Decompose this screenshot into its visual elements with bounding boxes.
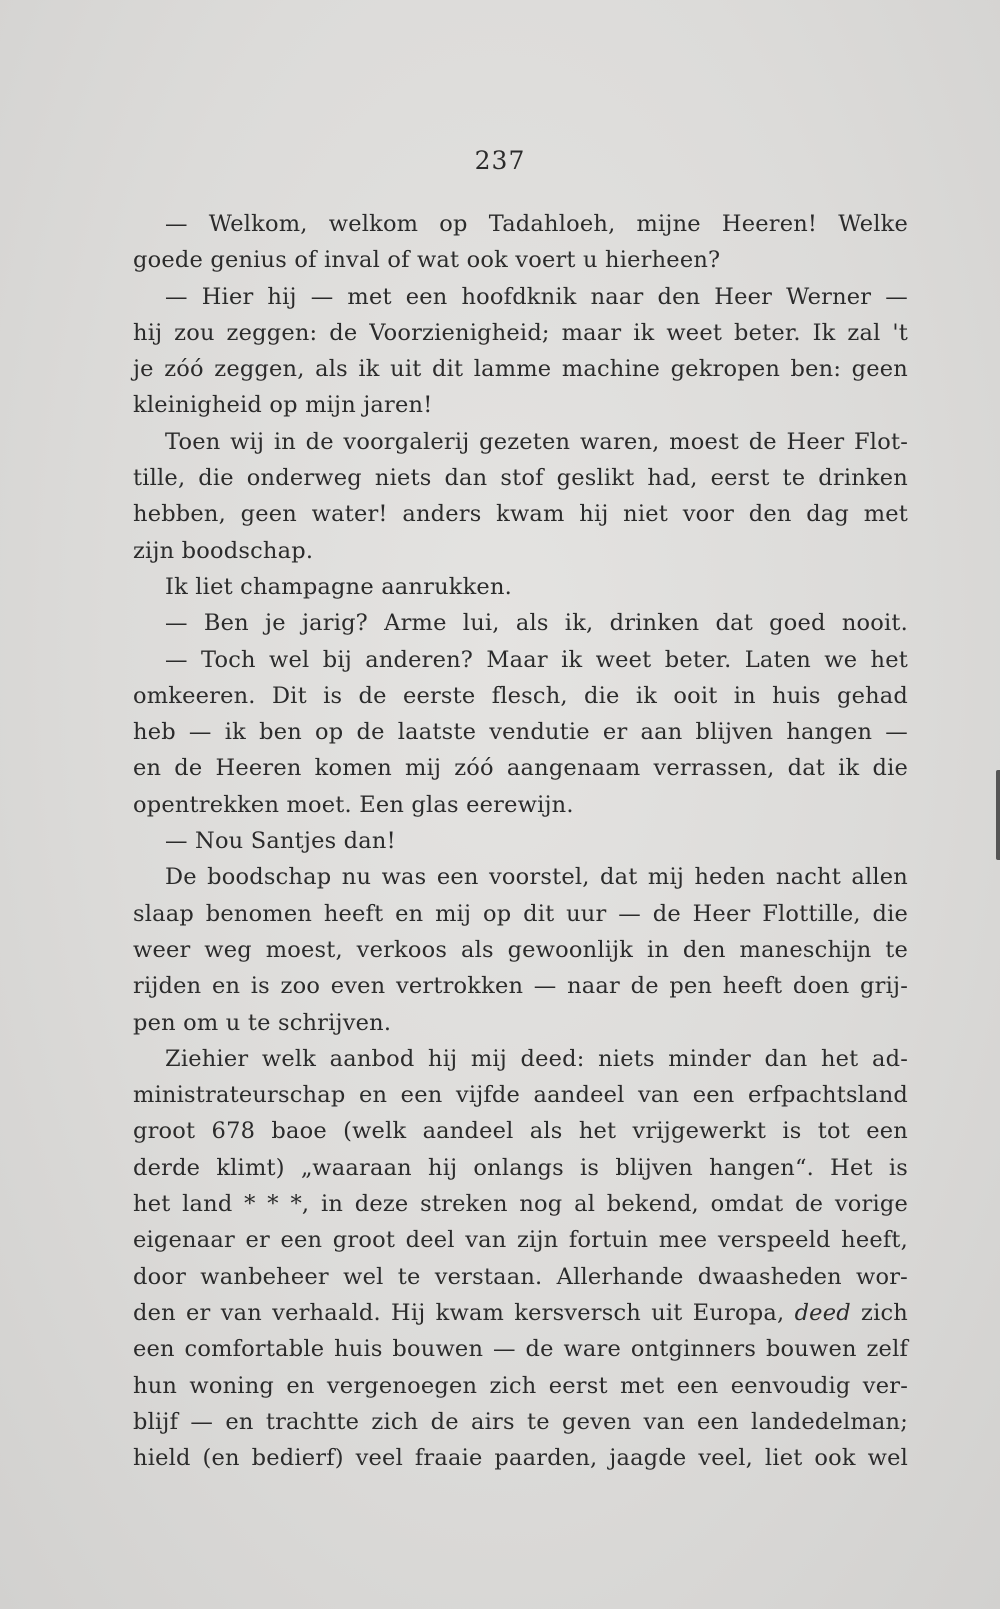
text-line [133, 533, 908, 569]
text-line [133, 315, 908, 351]
text-line [133, 1005, 908, 1041]
text-line-content: — Nou Santjes dan! [165, 828, 396, 855]
text-line-content: kleinigheid op mijn jaren! [133, 392, 433, 419]
body-text [133, 206, 908, 1476]
text-line-content: hij zou zeggen: de Voorzienigheid; maar ik weet beter. Ik zal 't [133, 319, 908, 346]
text-line-content: rijden en is zoo even vertrokken — naar de pen heeft doen grij- [133, 973, 908, 1000]
text-line [133, 569, 908, 605]
text-line [133, 896, 908, 932]
text-line [133, 424, 908, 460]
text-line-content: door wanbeheer wel te verstaan. Allerhande dwaasheden wor- [133, 1263, 908, 1290]
text-line [133, 1186, 908, 1222]
text-line [133, 932, 908, 968]
text-line [133, 1259, 908, 1295]
text-line [133, 496, 908, 532]
text-line-content: opentrekken moet. Een glas eerewijn. [133, 791, 574, 818]
text-line-content: goede genius of inval of wat ook voert u hierheen? [133, 247, 721, 274]
text-line [133, 1404, 908, 1440]
text-line [133, 279, 908, 315]
text-line [133, 387, 908, 423]
text-line [133, 642, 908, 678]
text-line [133, 823, 908, 859]
text-line-content: Toen wij in de voorgalerij gezeten waren, moest de Heer Flot- [165, 428, 908, 455]
text-line [133, 351, 908, 387]
text-line-content: blijf — en trachtte zich de airs te geven van een landedelman; [133, 1408, 908, 1435]
text-line-content: De boodschap nu was een voorstel, dat mij heden nacht allen [165, 864, 908, 891]
text-line [133, 1368, 908, 1404]
text-line-content: den er van verhaald. Hij kwam kersversch uit Europa, [133, 1299, 785, 1326]
text-line-content: eigenaar er een groot deel van zijn fortuin mee verspeeld heeft, [133, 1227, 908, 1254]
text-line [133, 968, 908, 1004]
text-line [133, 460, 908, 496]
text-line [133, 859, 908, 895]
text-line [133, 1113, 908, 1149]
text-line [133, 750, 908, 786]
text-line-content: — Toch wel bij anderen? Maar ik weet beter. Laten we het [165, 646, 908, 673]
text-line [133, 1150, 908, 1186]
text-line [133, 1331, 908, 1367]
text-line-content: — Hier hij — met een hoofdknik naar den Heer Werner — [165, 283, 908, 310]
text-line-tail: zich [850, 1299, 908, 1326]
text-line-content: — Welkom, welkom op Tadahloeh, mijne Heeren! Welke [165, 211, 908, 237]
text-line [133, 787, 908, 823]
text-line [133, 1077, 908, 1113]
text-line [133, 242, 908, 278]
text-line [133, 1041, 908, 1077]
text-line-content: pen om u te schrijven. [133, 1009, 392, 1036]
text-line-content: Ik liet champagne aanrukken. [165, 573, 512, 600]
text-line-content: derde klimt) „waaraan hij onlangs is blijven hangen“. Het is [133, 1154, 908, 1181]
text-line [133, 714, 908, 750]
text-line-content: omkeeren. Dit is de eerste flesch, die ik ooit in huis gehad [133, 682, 908, 709]
text-line-content: zijn boodschap. [133, 537, 314, 564]
text-line-content: weer weg moest, verkoos als gewoonlijk in den maneschijn te [133, 936, 908, 963]
page-number: 237 [474, 146, 526, 175]
page-edge-shadow [996, 770, 1000, 860]
italic-word: deed [794, 1299, 851, 1326]
text-line [133, 605, 908, 641]
text-line [133, 1440, 908, 1476]
text-line-content: slaap benomen heeft en mij op dit uur — de Heer Flottille, die [133, 900, 908, 927]
text-line-content: Ziehier welk aanbod hij mij deed: niets minder dan het ad- [165, 1045, 908, 1072]
text-line [133, 206, 908, 242]
text-line-content: — Ben je jarig? Arme lui, als ik, drinken dat goed nooit. [165, 610, 908, 637]
text-line-content: groot 678 baoe (welk aandeel als het vrijgewerkt is tot een [133, 1118, 908, 1145]
text-line-content: een comfortable huis bouwen — de ware ontginners bouwen zelf [133, 1336, 908, 1363]
text-line-content: ministrateurschap en een vijfde aandeel van een erfpachtsland [133, 1082, 908, 1109]
text-line [133, 1222, 908, 1258]
text-line-content: het land * * *, in deze streken nog al bekend, omdat de vorige [133, 1191, 908, 1218]
text-line-content: je zóó zeggen, als ik uit dit lamme machine gekropen ben: geen [133, 356, 908, 383]
text-line-content: en de Heeren komen mij zóó aangenaam verrassen, dat ik die [133, 755, 908, 782]
text-line-content: hield (en bedierf) veel fraaie paarden, jaagde veel, liet ook wel [133, 1445, 908, 1472]
text-line-content: heb — ik ben op de laatste vendutie er aan blijven hangen — [133, 719, 908, 746]
text-line [133, 1295, 908, 1331]
text-line [133, 678, 908, 714]
text-line-content: tille, die onderweg niets dan stof geslikt had, eerst te drinken [133, 465, 908, 492]
text-line-content: hun woning en vergenoegen zich eerst met een eenvoudig ver- [133, 1372, 908, 1399]
text-line-content: hebben, geen water! anders kwam hij niet voor den dag met [133, 501, 908, 528]
